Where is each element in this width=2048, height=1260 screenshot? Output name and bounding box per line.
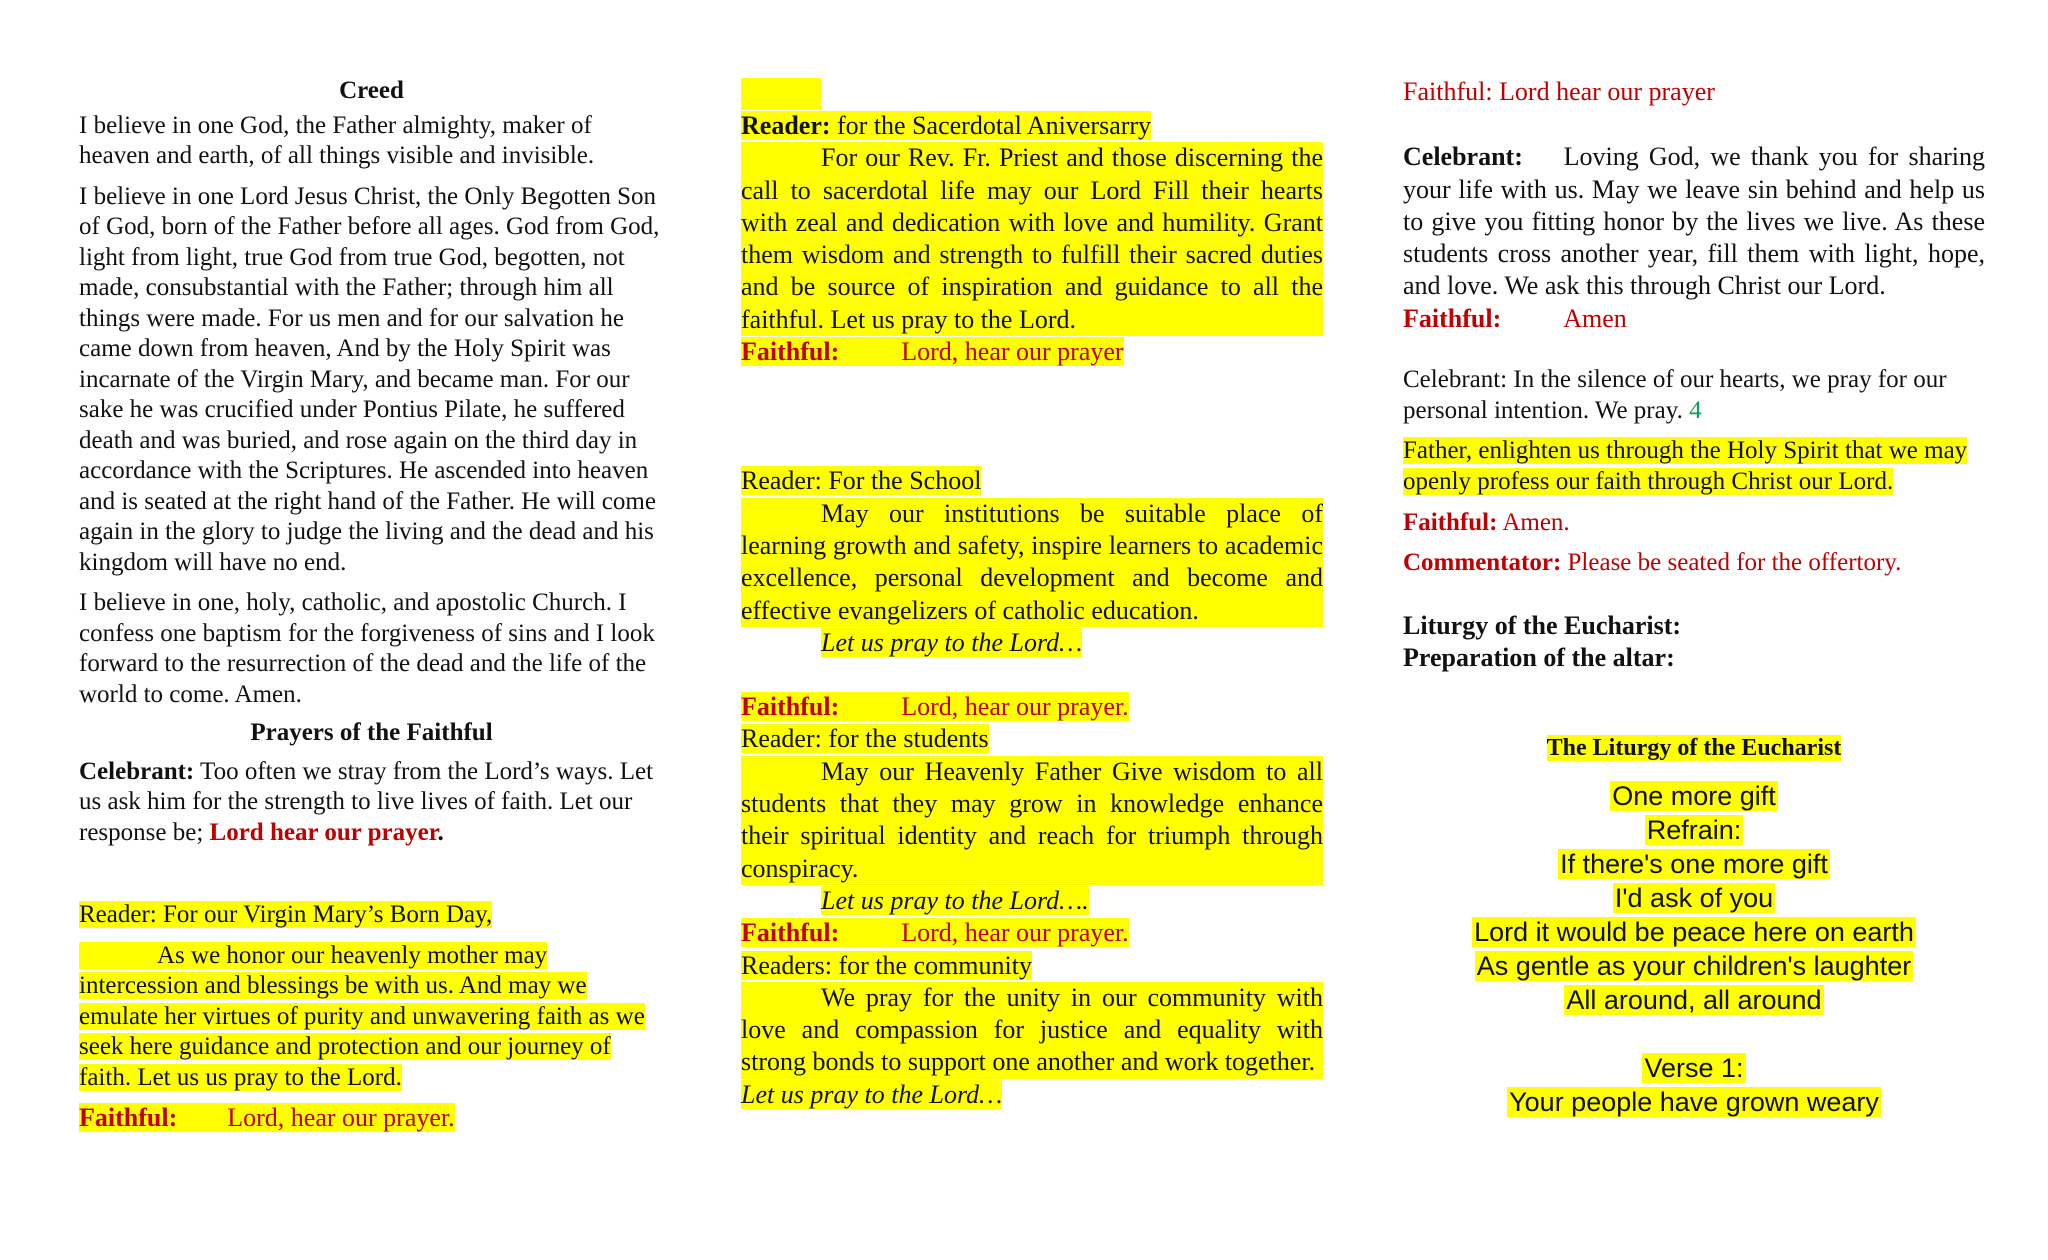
reader-virgin-mary-heading [79, 900, 664, 931]
faithful-response-2 [741, 336, 1323, 368]
song-line: One more gift [1612, 780, 1776, 811]
celebrant-label: Celebrant: [79, 757, 195, 785]
reader-label: Reader: [741, 111, 831, 140]
faithful-label: Faithful: [79, 1103, 178, 1132]
faithful-response-4 [741, 917, 1323, 949]
verse-line: Verse 1: [1644, 1052, 1744, 1083]
faithful-response-1 [79, 1103, 664, 1134]
commentator-line [1403, 547, 1985, 579]
creed-paragraph-1: I believe in one God, the Father almighty, maker of heaven and earth, of all things visible and invisible. [79, 111, 595, 169]
top-faithful: Faithful: Lord hear our prayer [1403, 77, 1715, 106]
faithful-response: Lord, hear our prayer. [227, 1103, 455, 1132]
reader-virgin-mary-body: As we honor our heavenly mother may intercession and blessings be with us. And may we emulate her virtues of purity and unwavering faith as we seek here guidance and protection and our journey of faith. Let us us pray to the Lord. [79, 941, 645, 1091]
faithful-amen-2 [1403, 507, 1985, 539]
prayers-title: Prayers of the Faithful [250, 719, 493, 746]
faithful-response: Lord, hear our prayer. [901, 692, 1129, 722]
reader-school-text: May our institutions be suitable place of learning growth and safety, inspire learners to academic excellence, personal development and become and effective evangelizers of catholic education. [741, 498, 1323, 627]
faithful-label: Faithful: [1403, 509, 1498, 537]
pray-text: Let us pray to the Lord…. [821, 885, 1089, 915]
celebrant-prayer [1403, 141, 1985, 302]
page-number: 4 [1689, 396, 1702, 424]
song-line: All around, all around [1566, 984, 1822, 1015]
reader-students-heading [741, 723, 1323, 755]
celebrant-intro [79, 757, 664, 849]
song-title-text: The Liturgy of the Eucharist [1546, 735, 1842, 762]
faithful-response: Lord, hear our prayer [901, 337, 1124, 367]
response-period: . [437, 818, 444, 846]
column-creed [79, 76, 664, 1134]
reader-school-heading [741, 465, 1323, 497]
pray-line-1 [741, 627, 1323, 659]
celebrant-text: Too often we stray from the Lord’s ways. Let us ask him for the strength to live lives of faith. Let our response be; [79, 757, 654, 846]
song-line: I'd ask of you [1614, 882, 1774, 913]
faithful-label: Faithful: [1403, 303, 1502, 333]
enlighten-prayer [1403, 436, 1985, 497]
song-title [1403, 732, 1985, 764]
song-line: Refrain: [1646, 814, 1742, 845]
celebrant-label: Celebrant: [1403, 142, 1523, 172]
response-text: Lord hear our prayer [209, 818, 438, 846]
celebrant-text: Loving God, we thank you for sharing your life with us. May we leave sin behind and help us to give you fitting honor by the lives we live. As these students cross another year, fill them with light, hope, and love. We ask this through Christ our Lord. [1403, 142, 1985, 301]
creed-paragraph-3: I believe in one, holy, catholic, and apostolic Church. I confess one baptism for the forgiveness of sins and I look forward to the resurrection of the dead and the life of the world to come. Amen. [79, 589, 655, 708]
reader-virgin-mary-label: Reader: For our Virgin Mary’s Born Day, [79, 901, 493, 928]
enlighten-text: Father, enlighten us through the Holy Spirit that we may openly profess our faith through Christ our Lord. [1403, 437, 1968, 495]
commentator-label: Commentator: [1403, 549, 1562, 577]
faithful-label: Faithful: [741, 918, 840, 948]
amen-text: Amen [1563, 303, 1627, 333]
amen-text: Amen. [1502, 509, 1570, 537]
creed-paragraph-2: I believe in one Lord Jesus Christ, the Only Begotten Son of God, born of the Father before all ages. God from God, light from light, true God from true God, begotten, not made, consubstantial with the Father; through him all things were made. For us men and for our salvation he came down from heaven, And by the Holy Spirit was incarnate of the Virgin Mary, and became man. For our sake he was crucified under Pontius Pilate, he suffered death and was buried, and rose again on the third day in accordance with the Scriptures. He ascended into heaven and is seated at the right hand of the Father. He will come again in the glory to judge the living and the dead and his kingdom will have no end. [79, 182, 660, 576]
preparation-heading: Preparation of the altar: [1403, 642, 1675, 672]
song-refrain [1403, 779, 1985, 1119]
verse-line: Your people have grown weary [1509, 1086, 1879, 1117]
faithful-response-3 [741, 691, 1323, 723]
reader-sacerdotal-text: For our Rev. Fr. Priest and those discerning the call to sacerdotal life may our Lord Fill their hearts with zeal and dedication with love and humility. Grant them wisdom and strength to fulfill their sacred duties and be source of inspiration and guidance to all the faithful. Let us pray to the Lord. [741, 142, 1323, 336]
silence-prayer [1403, 365, 1985, 426]
reader-community-heading [741, 950, 1323, 982]
pray-text: Let us pray to the Lord… [821, 627, 1083, 657]
faithful-label: Faithful: [741, 337, 840, 367]
reader-school-label: Reader: For the School [741, 466, 982, 496]
reader-students-text: May our Heavenly Father Give wisdom to all students that they may grow in knowledge enhance their spiritual identity and reach for triumph through conspiracy. [741, 756, 1323, 885]
faithful-response: Lord, hear our prayer. [901, 918, 1129, 948]
pray-line-2 [741, 885, 1323, 917]
column-readings [741, 78, 1323, 1111]
reading-sacerdotal [741, 111, 1151, 140]
faithful-amen [1403, 303, 1985, 335]
highlight-block [741, 78, 821, 110]
pray-text: Let us pray to the Lord… [741, 1079, 1003, 1109]
creed-title: Creed [339, 77, 404, 104]
pray-line-3 [741, 1079, 1323, 1111]
liturgy-heading: Liturgy of the Eucharist: [1403, 610, 1682, 640]
commentator-text: Please be seated for the offertory. [1567, 549, 1902, 577]
column-liturgy [1403, 76, 1985, 1119]
reader-virgin-mary-text [79, 941, 664, 1094]
reader-students-label: Reader: for the students [741, 724, 989, 754]
reader-community-text: We pray for the unity in our community with love and compassion for justice and equality with strong bonds to support one another and work together. [741, 982, 1323, 1079]
silence-text: Celebrant: In the silence of our hearts, we pray for our personal intention. We pray. [1403, 366, 1947, 424]
reader-sacerdotal-heading: for the Sacerdotal Aniversarry [830, 111, 1152, 140]
song-line: If there's one more gift [1560, 848, 1828, 879]
song-line: Lord it would be peace here on earth [1474, 916, 1914, 947]
song-line: As gentle as your children's laughter [1476, 950, 1912, 981]
reader-community-label: Readers: for the community [741, 950, 1032, 980]
faithful-label: Faithful: [741, 692, 840, 722]
